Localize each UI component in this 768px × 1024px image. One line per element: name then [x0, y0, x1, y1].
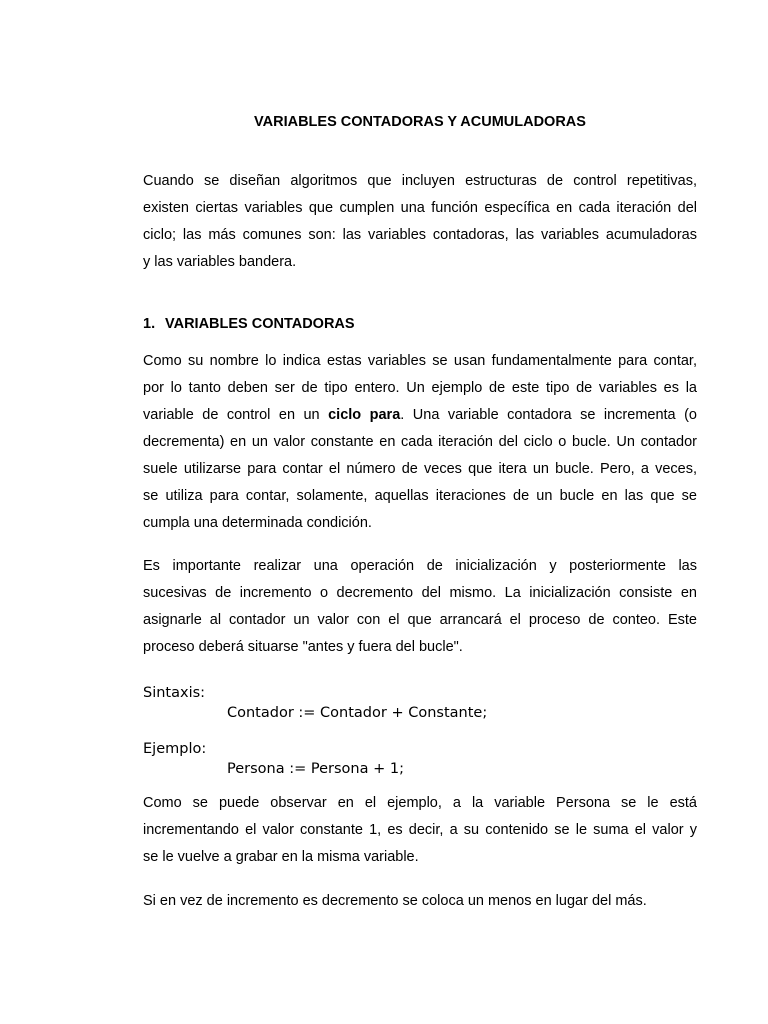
intro-line: Cuando se diseñan algoritmos que incluyen estructuras de control repetitivas, [143, 173, 697, 189]
emphasis-ciclo-para: ciclo para [328, 407, 401, 423]
intro-line: existen ciertas variables que cumplen una función específica en cada iteración del [143, 200, 697, 216]
intro-paragraph [143, 168, 697, 276]
paragraph-text: . Una variable contadora se incrementa (o [400, 407, 697, 423]
paragraph-line: suele utilizarse para contar el número de veces que itera un bucle. Pero, a veces, [143, 461, 697, 477]
intro-line: y las variables bandera. [143, 254, 297, 270]
example-code: Persona := Persona + 1; [227, 761, 404, 777]
example-label: Ejemplo: [143, 741, 207, 757]
paragraph-line: se utiliza para contar, solamente, aquellas iteraciones de un bucle en las que se [143, 488, 697, 504]
section-number: 1. [143, 316, 156, 332]
section-paragraph-4 [143, 888, 697, 915]
section-paragraph-1 [143, 348, 697, 537]
paragraph-line: asignarle al contador un valor con el que arrancará el proceso de conteo. Este [143, 612, 697, 628]
section-heading [143, 314, 355, 334]
paragraph-line: por lo tanto deben ser de tipo entero. Un ejemplo de este tipo de variables es la [143, 380, 697, 396]
paragraph-line: Como se puede observar en el ejemplo, a la variable Persona se le está [143, 795, 697, 811]
section-paragraph-2 [143, 553, 697, 661]
syntax-label: Sintaxis: [143, 685, 206, 701]
paragraph-line: sucesivas de incremento o decremento del mismo. La inicialización consiste en [143, 585, 697, 601]
paragraph-line: se le vuelve a grabar en la misma variable. [143, 849, 419, 865]
document-title: VARIABLES CONTADORAS Y ACUMULADORAS [254, 114, 586, 130]
section-paragraph-3 [143, 790, 697, 871]
paragraph-line: Como su nombre lo indica estas variables se usan fundamentalmente para contar, [143, 353, 697, 369]
paragraph-line: cumpla una determinada condición. [143, 515, 372, 531]
paragraph-line: decrementa) en un valor constante en cada iteración del ciclo o bucle. Un contador [143, 434, 697, 450]
paragraph-line: proceso deberá situarse "antes y fuera del bucle". [143, 639, 463, 655]
intro-line: ciclo; las más comunes son: las variables contadoras, las variables acumuladoras [143, 227, 697, 243]
paragraph-text: variable de control en un [143, 407, 329, 423]
section-heading-text: VARIABLES CONTADORAS [165, 316, 355, 332]
paragraph-line-with-emphasis [143, 402, 697, 429]
paragraph-line: Es importante realizar una operación de inicialización y posteriormente las [143, 558, 697, 574]
syntax-code: Contador := Contador + Constante; [227, 705, 488, 721]
paragraph-line: Si en vez de incremento es decremento se coloca un menos en lugar del más. [143, 893, 647, 909]
paragraph-line: incrementando el valor constante 1, es decir, a su contenido se le suma el valor y [143, 822, 697, 838]
